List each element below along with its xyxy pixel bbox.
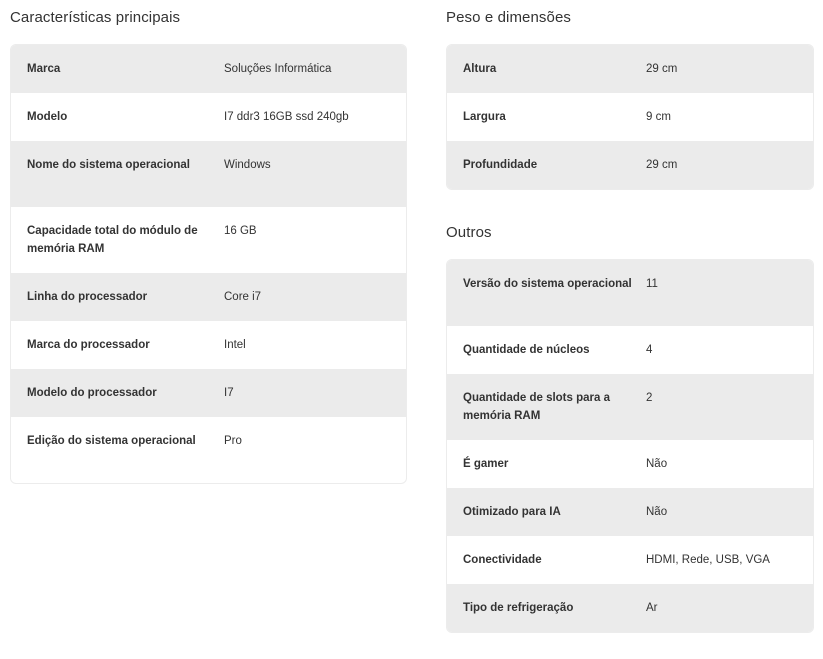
spec-value: HDMI, Rede, USB, VGA xyxy=(646,554,770,566)
spec-row-cooling xyxy=(447,584,813,632)
spec-value: 11 xyxy=(646,278,658,290)
others-title: Outros xyxy=(446,224,492,241)
spec-key: Marca do processador xyxy=(27,339,150,351)
weight-dimensions-title: Peso e dimensões xyxy=(446,9,572,26)
spec-value: Ar xyxy=(646,602,658,614)
spec-value: Soluções Informática xyxy=(224,63,332,75)
spec-value: 29 cm xyxy=(646,159,678,171)
spec-key: Quantidade de slots para a memória RAM xyxy=(463,392,610,422)
spec-key: Tipo de refrigeração xyxy=(463,602,574,614)
main-features-section xyxy=(10,9,180,27)
spec-key: Nome do sistema operacional xyxy=(27,159,190,171)
spec-row-processor-model xyxy=(11,369,406,417)
others-section xyxy=(446,224,492,242)
spec-key: Marca xyxy=(27,63,61,75)
spec-key: Conectividade xyxy=(463,554,542,566)
spec-value: Pro xyxy=(224,435,242,447)
spec-value: I7 xyxy=(224,387,234,399)
spec-key: Capacidade total do módulo de memória RAM xyxy=(27,225,198,255)
spec-value: Não xyxy=(646,458,668,470)
spec-key: Linha do processador xyxy=(27,291,148,303)
main-features-table xyxy=(10,44,407,484)
spec-value: Core i7 xyxy=(224,291,262,303)
spec-value: 4 xyxy=(646,344,653,356)
others-table xyxy=(446,259,814,633)
main-features-title: Características principais xyxy=(10,9,181,26)
spec-row-processor-line xyxy=(11,273,406,321)
spec-row-ram-capacity xyxy=(11,207,406,273)
spec-key: É gamer xyxy=(463,458,509,470)
spec-row-altura xyxy=(447,45,813,93)
spec-row-connectivity xyxy=(447,536,813,584)
spec-key: Modelo xyxy=(27,111,68,123)
spec-row-modelo xyxy=(11,93,406,141)
spec-row-gamer xyxy=(447,440,813,488)
spec-value: 16 GB xyxy=(224,225,257,237)
weight-dimensions-section xyxy=(446,9,571,27)
spec-key: Altura xyxy=(463,63,497,75)
spec-row-processor-brand xyxy=(11,321,406,369)
spec-key: Edição do sistema operacional xyxy=(27,435,196,447)
spec-row-os-edition xyxy=(11,417,406,483)
spec-value: Windows xyxy=(224,159,271,171)
spec-value: 9 cm xyxy=(646,111,671,123)
spec-value: I7 ddr3 16GB ssd 240gb xyxy=(224,111,349,123)
spec-row-ram-slots xyxy=(447,374,813,440)
weight-dimensions-table xyxy=(446,44,814,190)
spec-key: Largura xyxy=(463,111,506,123)
spec-row-profundidade xyxy=(447,141,813,189)
spec-row-cores xyxy=(447,326,813,374)
spec-value: 2 xyxy=(646,392,653,404)
spec-row-largura xyxy=(447,93,813,141)
spec-key: Modelo do processador xyxy=(27,387,157,399)
spec-value: Não xyxy=(646,506,668,518)
spec-key: Versão do sistema operacional xyxy=(463,278,632,290)
spec-key: Quantidade de núcleos xyxy=(463,344,590,356)
spec-value: Intel xyxy=(224,339,246,351)
spec-key: Otimizado para IA xyxy=(463,506,561,518)
spec-row-ai-optimized xyxy=(447,488,813,536)
spec-value: 29 cm xyxy=(646,63,678,75)
spec-row-os-version xyxy=(447,260,813,326)
spec-key: Profundidade xyxy=(463,159,538,171)
spec-row-marca xyxy=(11,45,406,93)
spec-row-os-name xyxy=(11,141,406,207)
